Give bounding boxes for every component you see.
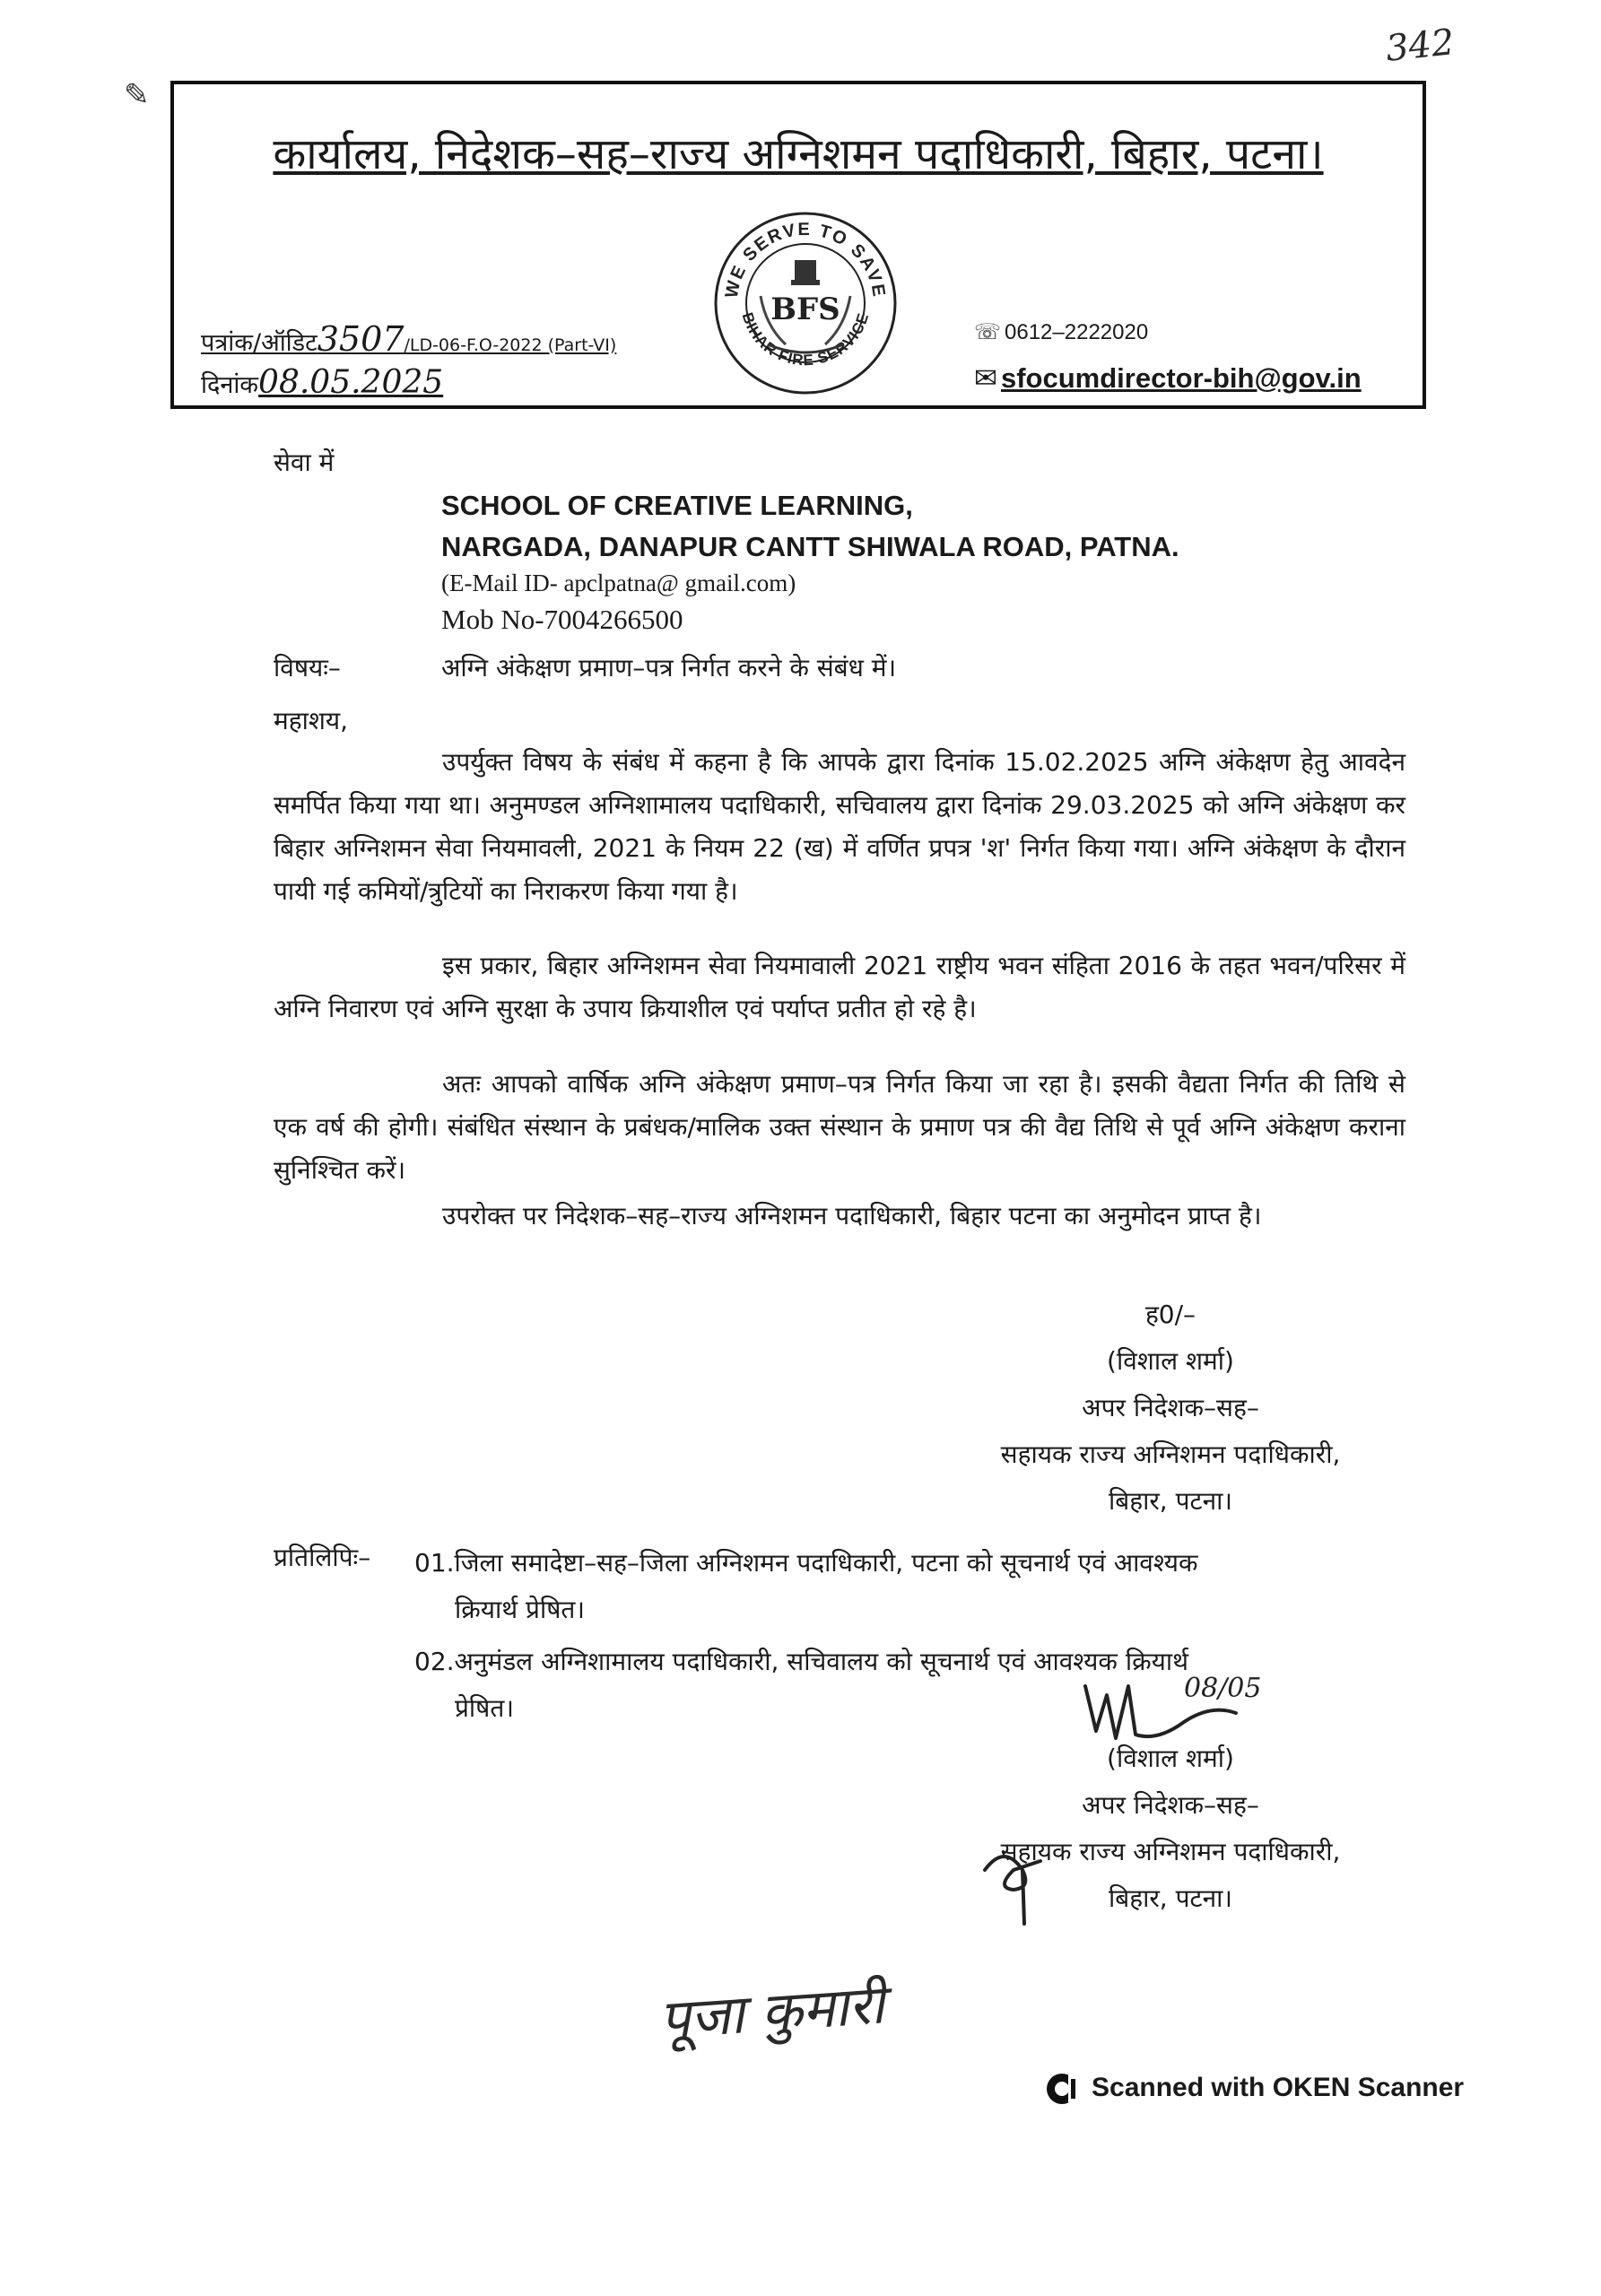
signatory-name: (विशाल शर्मा) xyxy=(1107,1346,1234,1376)
office-title: कार्यालय, निदेशक–सह–राज्य अग्निशमन पदाधिकारी, बिहार, पटना। xyxy=(273,129,1324,179)
handwritten-date: 08/05 xyxy=(1184,1673,1262,1704)
signatory-designation-2-1: अपर निदेशक–सह– xyxy=(1082,1790,1259,1820)
scanner-text: Scanned with OKEN Scanner xyxy=(1092,2072,1465,2102)
corner-pen-mark: ✎ xyxy=(124,77,150,113)
seal-text-bottom: BIHAR FIRE SERVICE xyxy=(738,310,873,370)
signed-mark: ह0/– xyxy=(1144,1300,1196,1329)
signature-block-1 xyxy=(937,1292,1404,1525)
recipient-address: NARGADA, DANAPUR CANTT SHIWALA ROAD, PATNA. xyxy=(441,531,1179,562)
phone-number: 0612–2222020 xyxy=(1005,320,1149,344)
body-paragraph-3: अतः आपको वार्षिक अग्नि अंकेक्षण प्रमाण–पत्र निर्गत किया जा रहा है। इसकी वैद्यता निर्गत की तिथि से एक वर्ष की होगी। संबंधित संस्थान के प्रबंधक/मालिक उक्त संस्थान के प्रमाण पत्र की वैद्य तिथि से पूर्व अग्नि अंकेक्षण कराना सुनिश्चित करें। xyxy=(274,1069,1405,1185)
letterhead xyxy=(170,81,1426,409)
signatory-name-2: (विशाल शर्मा) xyxy=(1107,1744,1234,1773)
signatory-designation-1: अपर निदेशक–सह– xyxy=(1082,1393,1259,1422)
to-label: सेवा में xyxy=(274,448,335,477)
handwritten-name: पूजा कुमारी xyxy=(657,1973,887,2052)
signatory-place-2: बिहार, पटना। xyxy=(1108,1883,1233,1913)
recipient-email: (E-Mail ID- apclpatna@ gmail.com) xyxy=(441,570,796,596)
page-number: 342 xyxy=(1383,22,1457,70)
salutation: महाशय, xyxy=(274,706,349,735)
date-label: दिनांक xyxy=(201,371,259,399)
ref-number-handwritten: 3507 xyxy=(317,319,405,359)
envelope-icon: ✉ xyxy=(974,362,997,394)
subject-label: विषयः– xyxy=(274,653,341,683)
scanner-watermark xyxy=(1045,2072,1464,2106)
phone-icon: ☏ xyxy=(974,320,1002,344)
contact-phone xyxy=(974,319,1148,345)
seal-text-top: WE SERVE TO SAVE xyxy=(721,219,890,300)
seal-monogram: BFS xyxy=(770,291,840,327)
copy-to-item-1 xyxy=(414,1540,1408,1633)
copy-to-item-2-line-1: 02.अनुमंडल अग्निशामालय पदाधिकारी, सचिवालय को सूचनार्थ एवं आवश्यक क्रियार्थ xyxy=(414,1647,1188,1676)
body-paragraph-4: उपरोक्त पर निदेशक–सह–राज्य अग्निशमन पदाधिकारी, बिहार पटना का अनुमोदन प्राप्त है। xyxy=(442,1201,1262,1231)
initials-mark xyxy=(978,1834,1058,1933)
oken-scanner-logo-icon xyxy=(1045,2072,1079,2106)
subject-text: अग्नि अंकेक्षण प्रमाण–पत्र निर्गत करने के संबंध में। xyxy=(441,653,897,683)
issue-date xyxy=(201,364,443,401)
ref-label: पत्रांक/ऑडिट xyxy=(201,329,318,357)
reference-number xyxy=(201,319,616,359)
recipient-name: SCHOOL OF CREATIVE LEARNING, xyxy=(441,490,913,521)
body-paragraph-2: इस प्रकार, बिहार अग्निशमन सेवा नियमावाली 2021 राष्ट्रीय भवन संहिता 2016 के तहत भवन/परिसर में अग्नि निवारण एवं अग्नि सुरक्षा के उपाय क्रियाशील एवं पर्याप्त प्रतीत हो रहे है। xyxy=(274,951,1405,1023)
email-address: sfocumdirector-bih@gov.in xyxy=(1000,362,1362,394)
copy-to-item-1-line-1: 01.जिला समादेष्टा–सह–जिला अग्निशमन पदाधिकारी, पटना को सूचनार्थ एवं आवश्यक xyxy=(414,1548,1198,1578)
svg-text:WE SERVE TO SAVE xyxy=(722,220,889,300)
signatory-designation-2-2: सहायक राज्य अग्निशमन पदाधिकारी, xyxy=(1000,1837,1341,1866)
ref-code: /LD-06-F.O-2022 (Part-VI) xyxy=(404,335,617,355)
date-value-handwritten: 08.05.2025 xyxy=(258,364,444,401)
signatory-designation-2: सहायक राज्य अग्निशमन पदाधिकारी, xyxy=(1000,1439,1341,1469)
recipient-mobile: Mob No-7004266500 xyxy=(441,604,683,635)
signatory-place: बिहार, पटना। xyxy=(1108,1486,1233,1516)
seal-emblem xyxy=(712,210,899,396)
copy-to-label: प्रतिलिपिः– xyxy=(274,1543,371,1572)
copy-to-item-1-line-2: क्रियार्थ प्रेषित। xyxy=(455,1595,585,1624)
body-paragraph-1: उपर्युक्त विषय के संबंध में कहना है कि आपके द्वारा दिनांक 15.02.2025 अग्नि अंकेक्षण हेतु आवदेन समर्पित किया गया था। अनुमण्डल अग्निशामालय पदाधिकारी, सचिवालय द्वारा दिनांक 29.03.2025 को अग्नि अंकेक्षण कर बिहार अग्निशमन सेवा नियमावली, 2021 के नियम 22 (ख) में वर्णित प्रपत्र 'श' निर्गत किया गया। अग्नि अंकेक्षण के दौरान पायी गई कमियों/त्रुटियों का निराकरण किया गया है। xyxy=(274,747,1405,906)
contact-email xyxy=(974,362,1362,395)
emblem-lion-capital xyxy=(795,260,816,280)
copy-to-item-2-line-2: प्रेषित। xyxy=(455,1693,514,1723)
